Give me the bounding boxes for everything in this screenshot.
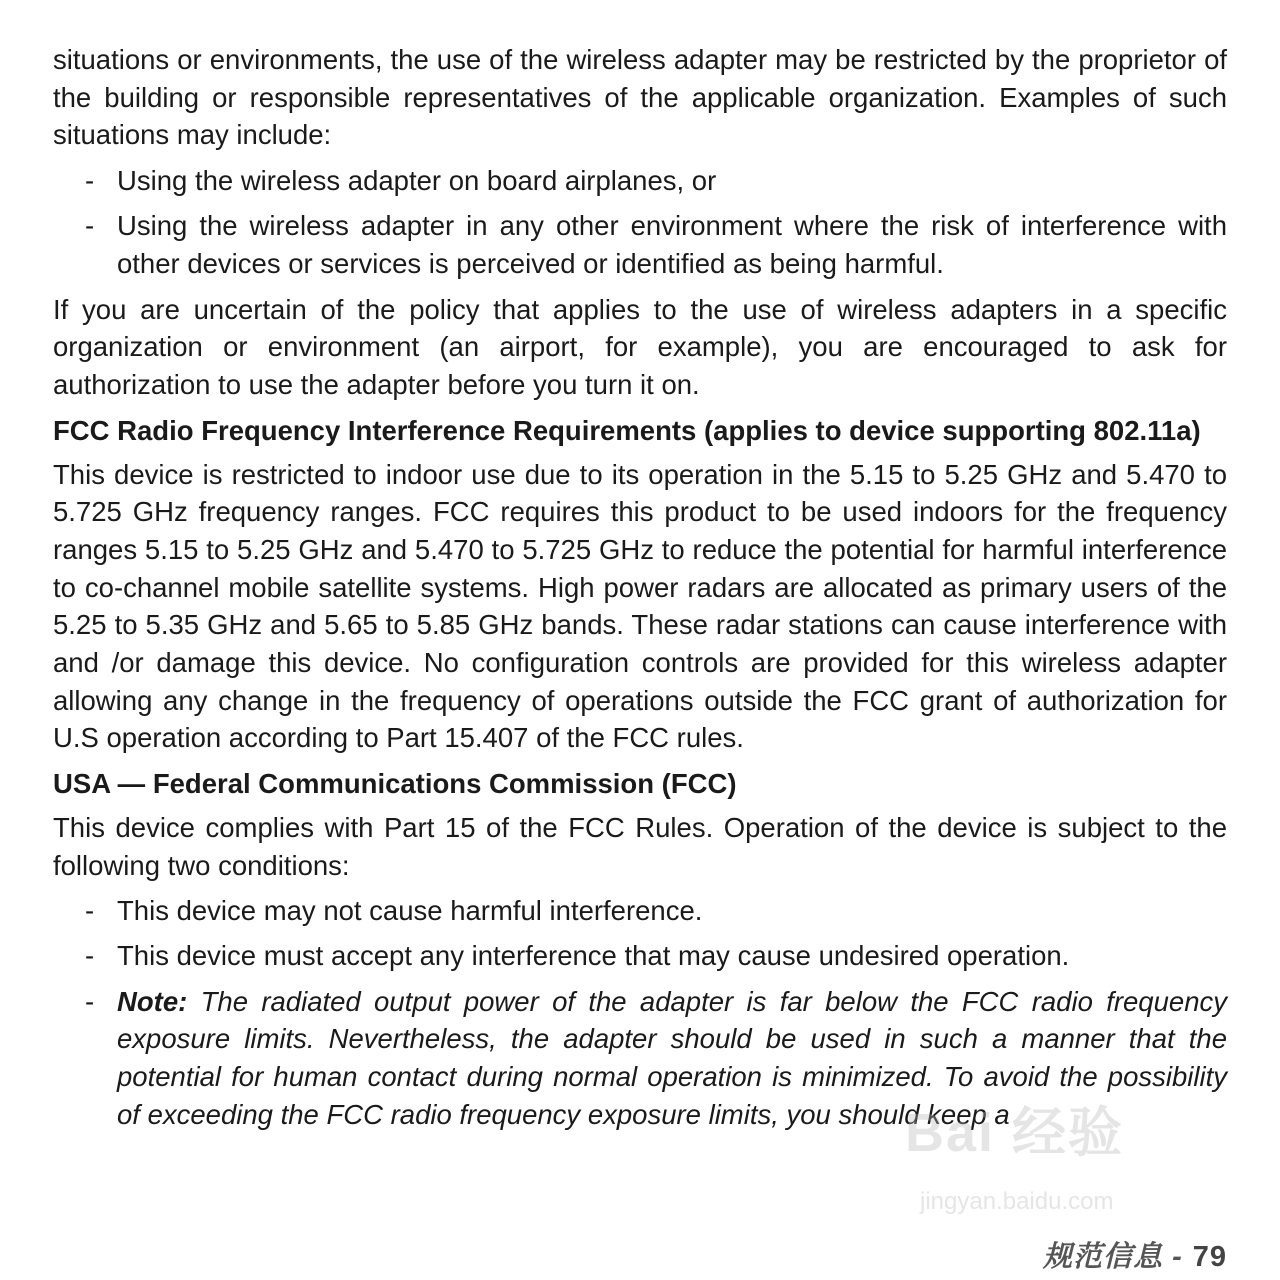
- list-item: [53, 937, 1227, 975]
- baidu-watermark-url: jingyan.baidu.com: [920, 1188, 1114, 1215]
- usa-fcc-paragraph: This device complies with Part 15 of the FCC Rules. Operation of the device is subject to the following two conditions:: [53, 811, 1227, 881]
- bullet-dash: -: [85, 985, 95, 1017]
- note-label: Note:: [117, 985, 188, 1017]
- fcc-rf-heading: FCC Radio Frequency Interference Requirements (applies to device supporting 802.11a): [53, 414, 1201, 446]
- bullet-dash: -: [85, 895, 95, 927]
- uncertain-paragraph: If you are uncertain of the policy that applies to the use of wireless adapters in a specific organization or environment (an airport, for example), you are encouraged to ask for authorization to use the adapter before you turn it on.: [53, 293, 1227, 401]
- usa-fcc-heading: USA — Federal Communications Commission (FCC): [53, 768, 737, 800]
- list-item: [53, 207, 1227, 282]
- note-text: The radiated output power of the adapter is far below the FCC radio frequency exposure limits. Nevertheless, the adapter should be used in such a manner that the potential for human contact during normal operation is minimized. To avoid the possibility of exceeding the FCC radio frequency exposure limits, you should keep a: [117, 985, 1227, 1130]
- list-item-text: This device must accept any interference that may cause undesired operation.: [117, 940, 1070, 972]
- document-page: [53, 41, 1227, 1141]
- list-item: [53, 892, 1227, 930]
- bullet-dash: -: [85, 165, 95, 197]
- restriction-list: [53, 162, 1227, 283]
- bullet-dash: -: [85, 940, 95, 972]
- page-number: 79: [1192, 1241, 1227, 1273]
- list-item-text: This device may not cause harmful interference.: [117, 895, 703, 927]
- page-footer: [1043, 1234, 1227, 1275]
- note-item: [53, 983, 1227, 1134]
- list-item-text: Using the wireless adapter on board airplanes, or: [117, 165, 717, 197]
- bullet-dash: -: [85, 210, 95, 242]
- intro-paragraph: situations or environments, the use of the wireless adapter may be restricted by the proprietor of the building or responsible representatives of the applicable organization. Examples of such situations may include:: [53, 44, 1227, 151]
- footer-section-title: 规范信息 -: [1043, 1241, 1183, 1273]
- conditions-list: [53, 892, 1227, 1133]
- list-item-text: Using the wireless adapter in any other environment where the risk of interference with other devices or services is perceived or identified as being harmful.: [117, 210, 1227, 280]
- baidu-watermark: Bai 经验: [905, 1103, 1125, 1163]
- fcc-rf-paragraph: This device is restricted to indoor use due to its operation in the 5.15 to 5.25 GHz and 5.470 to 5.725 GHz frequency ranges. FCC requires this product to be used indoors for the frequency ranges 5.15 to 5.25 GHz and 5.470 to 5.725 GHz to reduce the potential for harmful interference to co-channel mobile satellite systems. High power radars are allocated as primary users of the 5.25 to 5.35 GHz and 5.65 to 5.85 GHz bands. These radar stations can cause interference with and /or damage this device. No configuration controls are provided for this wireless adapter allowing any change in the frequency of operations outside the FCC grant of authorization for U.S operation according to Part 15.407 of the FCC rules.: [53, 458, 1227, 754]
- list-item: [53, 162, 1227, 200]
